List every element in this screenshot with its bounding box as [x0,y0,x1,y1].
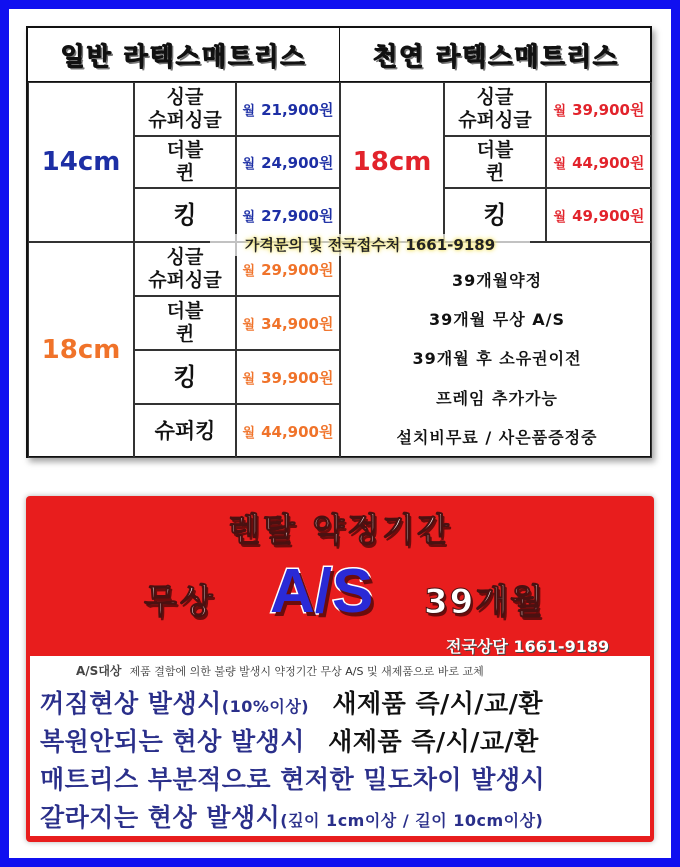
general-18-superking-price [236,404,340,458]
promo-as-text: A/S [270,557,374,626]
price-value: 44,900원 [572,153,645,172]
general-18-double-price [236,296,340,350]
price-value: 44,900원 [261,422,334,441]
promo-title: 렌탈 약정기간 [228,510,452,549]
promo-free-text: 무상 [144,582,216,622]
inline-contact-text: 가격문의 및 전국접수처 1661-9189 [210,234,530,256]
general-14cm-thickness: 14cm [28,82,134,242]
general-14-king-type: 킹 [134,188,236,242]
general-18-single-type: 싱글 슈퍼싱글 [134,242,236,296]
condition-1-main: 꺼짐현상 발생시 [40,689,222,718]
general-14-double-price [236,136,340,188]
general-14-single-type: 싱글 슈퍼싱글 [134,82,236,136]
month-label: 월 [242,103,256,119]
info-line: 설치비무료 / 사은품증정중 [396,427,598,447]
month-label: 월 [242,425,256,441]
condition-line-2 [40,722,539,758]
month-label: 월 [242,156,256,172]
condition-line-3: 매트리스 부분적으로 현저한 밀도차이 발생시 [40,765,546,794]
condition-line-1 [40,684,543,720]
condition-1-tail: 새제품 즉/시/교/환 [332,689,543,718]
condition-4-main: 갈라지는 현상 발생시 [40,803,281,832]
condition-1-small: (10%이상) [221,697,310,716]
condition-2-main: 복원안되는 현상 발생시 [40,727,305,756]
promo-as-row [26,556,654,632]
natural-double-price [546,136,652,188]
condition-4-small: (깊이 1cm이상 / 길이 10cm이상) [280,811,544,830]
price-value: 49,900원 [572,206,645,225]
natural-latex-header: 천연 라텍스매트리스 [340,28,652,82]
promo-contact: 전국상담 1661-9189 [446,637,610,656]
general-18-double-type: 더블 퀸 [134,296,236,350]
info-line: 프레임 추가가능 [436,388,558,408]
general-14-single-price [236,82,340,136]
month-label: 월 [553,156,567,172]
price-value: 24,900원 [261,153,334,172]
info-line: 39개월약정 [451,271,543,291]
price-value: 29,900원 [261,260,334,279]
as-tag: A/S대상 [76,664,122,678]
price-value: 34,900원 [261,314,334,333]
price-value: 27,900원 [261,206,334,225]
general-18-king-type: 킹 [134,350,236,404]
natural-king-price [546,188,652,242]
promo-panel [26,496,654,842]
general-14-double-type: 더블 퀸 [134,136,236,188]
natural-single-type: 싱글 슈퍼싱글 [444,82,546,136]
general-18-superking-type: 슈퍼킹 [134,404,236,458]
general-18-king-price [236,350,340,404]
condition-2-tail: 새제품 즉/시/교/환 [328,727,539,756]
info-line: 39개월 무상 A/S [429,310,565,330]
as-note-text: 제품 결함에 의한 불량 발생시 약정기간 무상 A/S 및 새제품으로 바로 교체 [129,665,484,678]
general-latex-header: 일반 라텍스매트리스 [28,28,340,82]
condition-line-4 [40,798,543,834]
month-label: 월 [242,209,256,225]
natural-18cm-thickness: 18cm [340,82,444,242]
info-line: 39개월 후 소유권이전 [412,349,582,369]
promo-months-text: 39개월 [424,582,546,622]
as-note [76,662,484,679]
natural-single-price [546,82,652,136]
month-label: 월 [242,263,256,279]
price-table [26,26,652,458]
month-label: 월 [553,103,567,119]
month-label: 월 [242,317,256,333]
general-18cm-thickness: 18cm [28,242,134,458]
price-value: 21,900원 [261,100,334,119]
month-label: 월 [553,209,567,225]
natural-double-type: 더블 퀸 [444,136,546,188]
price-value: 39,900원 [572,100,645,119]
promo-conditions [30,656,650,836]
info-list [344,260,650,456]
month-label: 월 [242,371,256,387]
natural-king-type: 킹 [444,188,546,242]
price-value: 39,900원 [261,368,334,387]
